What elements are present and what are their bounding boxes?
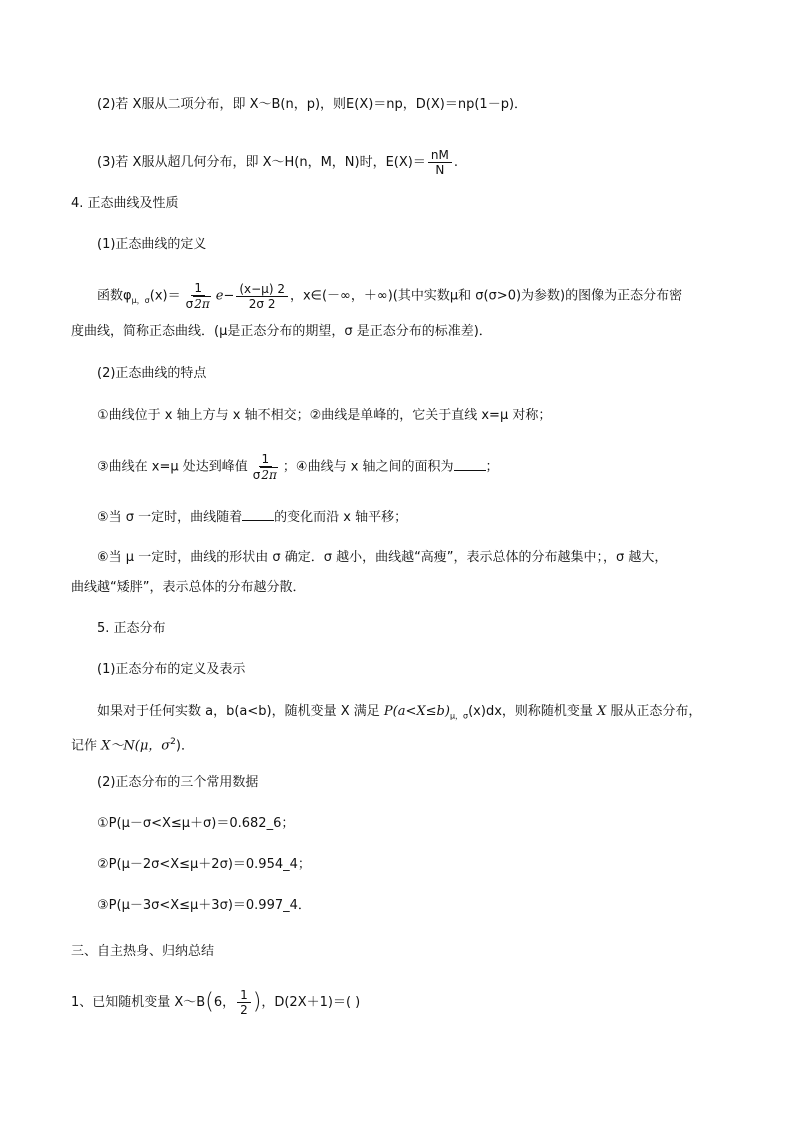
text: ，x∈(－∞，＋∞)(其中实数μ和 σ(σ>0)为参数)的图像为正态分布密 [289,288,683,304]
fraction [250,452,281,482]
numerator: 1 [259,452,273,467]
subscript: μ，σ [131,296,150,306]
exponent-fraction [236,282,288,311]
denominator [250,467,281,482]
numerator: 1 [191,281,205,296]
text: 的变化而沿 x 轴平移； [274,510,408,525]
section-heading-5: 5. 正态分布 [97,621,166,636]
definition-notation [71,732,194,756]
text: ③曲线在 x=μ 处达到峰值 [97,459,248,475]
text: . [453,155,458,170]
left-paren: ( [205,989,214,1015]
fraction [428,148,452,177]
common-value-1: ①P(μ－σ<X≤μ＋σ)＝0.682_6； [97,816,295,831]
sqrt: 2π [261,468,277,482]
fraction [183,281,214,311]
density-function-cont: 度曲线，简称正态曲线．(μ是正态分布的期望，σ 是正态分布的标准差)． [71,324,492,339]
probability: P(a<X≤b) [383,704,450,719]
text: ，D(2X＋1)＝( ) [261,995,361,1010]
denominator: 2σ 2 [248,296,276,311]
numerator: (x−μ) 2 [236,282,288,297]
common-value-3: ③P(μ－3σ<X≤μ＋3σ)＝0.997_4． [97,898,311,913]
right-paren: ) [252,989,262,1015]
text: 服从正态分布， [606,704,702,719]
subheading: (2)正态曲线的特点 [97,366,207,381]
property-1: ①曲线位于 x 轴上方与 x 轴不相交；②曲线是单峰的，它关于直线 x=μ 对称； [97,408,552,423]
property-5 [97,506,407,528]
numerator: 1 [237,988,251,1003]
answer-blank[interactable] [242,506,274,521]
text: 如果对于任何实数 a，b(a<b)，随机变量 X 满足 [97,704,384,719]
definition-line [97,702,701,727]
notation: X～N(μ，σ [101,738,171,754]
text: σ [185,297,194,311]
answer-blank[interactable] [454,456,486,471]
section-heading-3: 三、自主热身、归纳总结 [71,944,215,959]
text: (x)dx，则称随机变量 [468,704,598,719]
common-value-2: ②P(μ－2σ<X≤μ＋2σ)＝0.954_4； [97,857,311,872]
question-1 [71,988,360,1017]
property-6: ⑥当 μ 一定时，曲线的形状由 σ 确定．σ 越小，曲线越“高瘦”，表示总体的分布越集中；，σ 越大， [97,550,668,565]
text: ；④曲线与 x 轴之间的面积为 [282,459,454,475]
text: (3)若 X服从超几何分布，即 X～H(n，M，N)时，E(X)＝ [97,155,426,170]
text: (x)＝ [149,288,181,304]
text: ； [485,459,499,475]
variable: X [597,704,607,719]
subheading: (2)正态分布的三个常用数据 [97,775,259,790]
denominator [183,296,214,311]
text: 函数φ [97,288,132,304]
sqrt: 2π [194,297,210,311]
property-3 [97,452,499,482]
e: e [215,288,224,304]
subscript: μ，σ [449,711,469,721]
fraction [237,988,251,1017]
text: 1、已知随机变量 X～B [71,995,206,1010]
hypergeometric-line [97,148,458,177]
numerator: nM [428,148,452,163]
text: 6， [213,995,236,1010]
text: 记作 [71,738,102,754]
subheading: (1)正态曲线的定义 [97,237,207,252]
denominator: 2 [240,1003,248,1017]
text: σ [252,468,261,482]
property-6-cont: 曲线越“矮胖”，表示总体的分布越分散． [71,580,306,595]
superscript: 2 [170,737,176,747]
section-heading-4: 4. 正态曲线及性质 [71,196,179,211]
text: ⑤当 σ 一定时，曲线随着 [97,510,243,525]
text: )． [175,738,194,754]
binomial-line: (2)若 X服从二项分布，即 X～B(n，p)，则E(X)＝np，D(X)＝np(1－p)． [97,97,528,112]
density-function-line: 函数$\varphi_{\mu,\sigma}(x)=$ $\frac{1}{\sigma 2\pi}$ e− $\frac{(x-\mu) 2}{2\sigma 2}$ ，x∈(－∞，＋∞)(其中实数μ和 σ(σ>0)为参数)的图像为正态分布密 [97,281,683,311]
subheading: (1)正态分布的定义及表示 [97,662,246,677]
denominator: N [435,163,445,177]
